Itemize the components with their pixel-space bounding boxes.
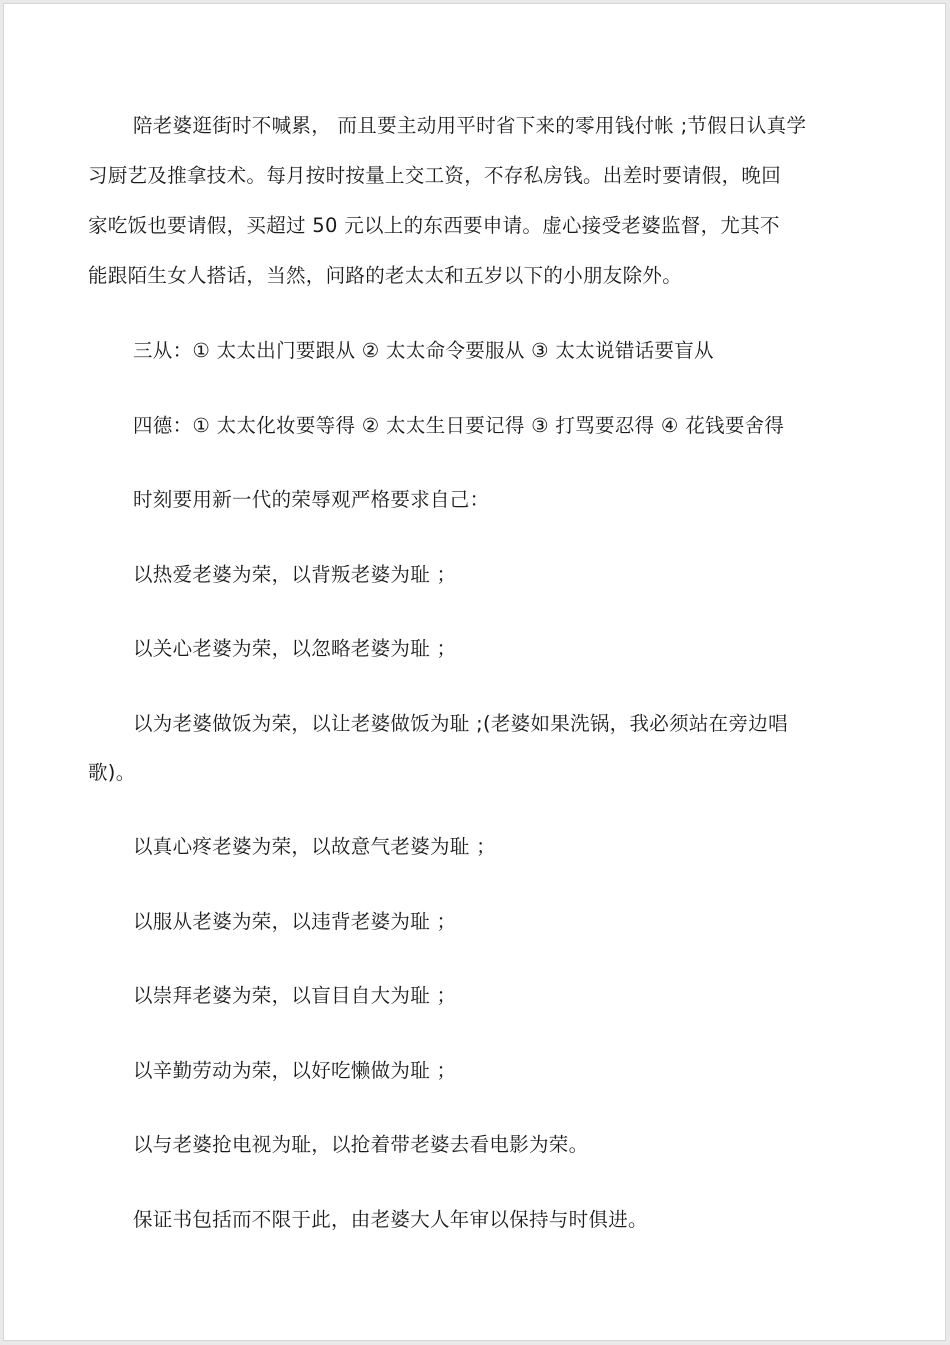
- closing-paragraph: 保证书包括而不限于此，由老婆大人年审以保持与时俱进。: [133, 1207, 648, 1231]
- rongru-item-3-line-2: 歌)。: [88, 760, 136, 784]
- rongru-item-1: 以热爱老婆为荣，以背叛老婆为耻 ；: [133, 562, 457, 586]
- intro-line-2: 习厨艺及推拿技术。每月按时按量上交工资，不存私房钱。出差时要请假，晚回: [88, 164, 782, 187]
- rongru-item-5: 以服从老婆为荣，以违背老婆为耻 ；: [133, 909, 457, 933]
- rongru-intro-paragraph: 时刻要用新一代的荣辱观严格要求自己：: [133, 488, 490, 511]
- document-body: [88, 101, 868, 1269]
- rongru-item-2: 以关心老婆为荣，以忽略老婆为耻 ；: [133, 637, 457, 660]
- san-cong-paragraph: 三从：① 太太出门要跟从 ② 太太命令要服从 ③ 太太说错话要盲从: [133, 339, 714, 362]
- document-page: [3, 3, 946, 1341]
- intro-line-3: 家吃饭也要请假，买超过 50 元以上的东西要申请。虚心接受老婆监督，尤其不: [88, 214, 780, 237]
- rongru-item-3-line-1: 以为老婆做饭为荣，以让老婆做饭为耻 ;(老婆如果洗锅，我必须站在旁边唱: [133, 711, 788, 735]
- intro-line-1: 陪老婆逛街时不喊累， 而且要主动用平时省下来的零用钱付帐 ;节假日认真学: [133, 114, 807, 137]
- intro-paragraph: [88, 101, 868, 301]
- rongru-item-6: 以崇拜老婆为荣，以盲目自大为耻 ；: [133, 984, 457, 1007]
- rongru-item-7: 以辛勤劳动为荣，以好吃懒做为耻 ；: [133, 1058, 457, 1082]
- rongru-item-8: 以与老婆抢电视为耻，以抢着带老婆去看电影为荣。: [133, 1133, 589, 1156]
- intro-line-4: 能跟陌生女人搭话，当然，问路的老太太和五岁以下的小朋友除外。: [88, 264, 683, 287]
- si-de-paragraph: 四德：① 太太化妆要等得 ② 太太生日要记得 ③ 打骂要忍得 ④ 花钱要舍得: [133, 413, 785, 437]
- rongru-item-4: 以真心疼老婆为荣，以故意气老婆为耻 ；: [133, 835, 496, 858]
- rongru-item-3: [88, 699, 868, 797]
